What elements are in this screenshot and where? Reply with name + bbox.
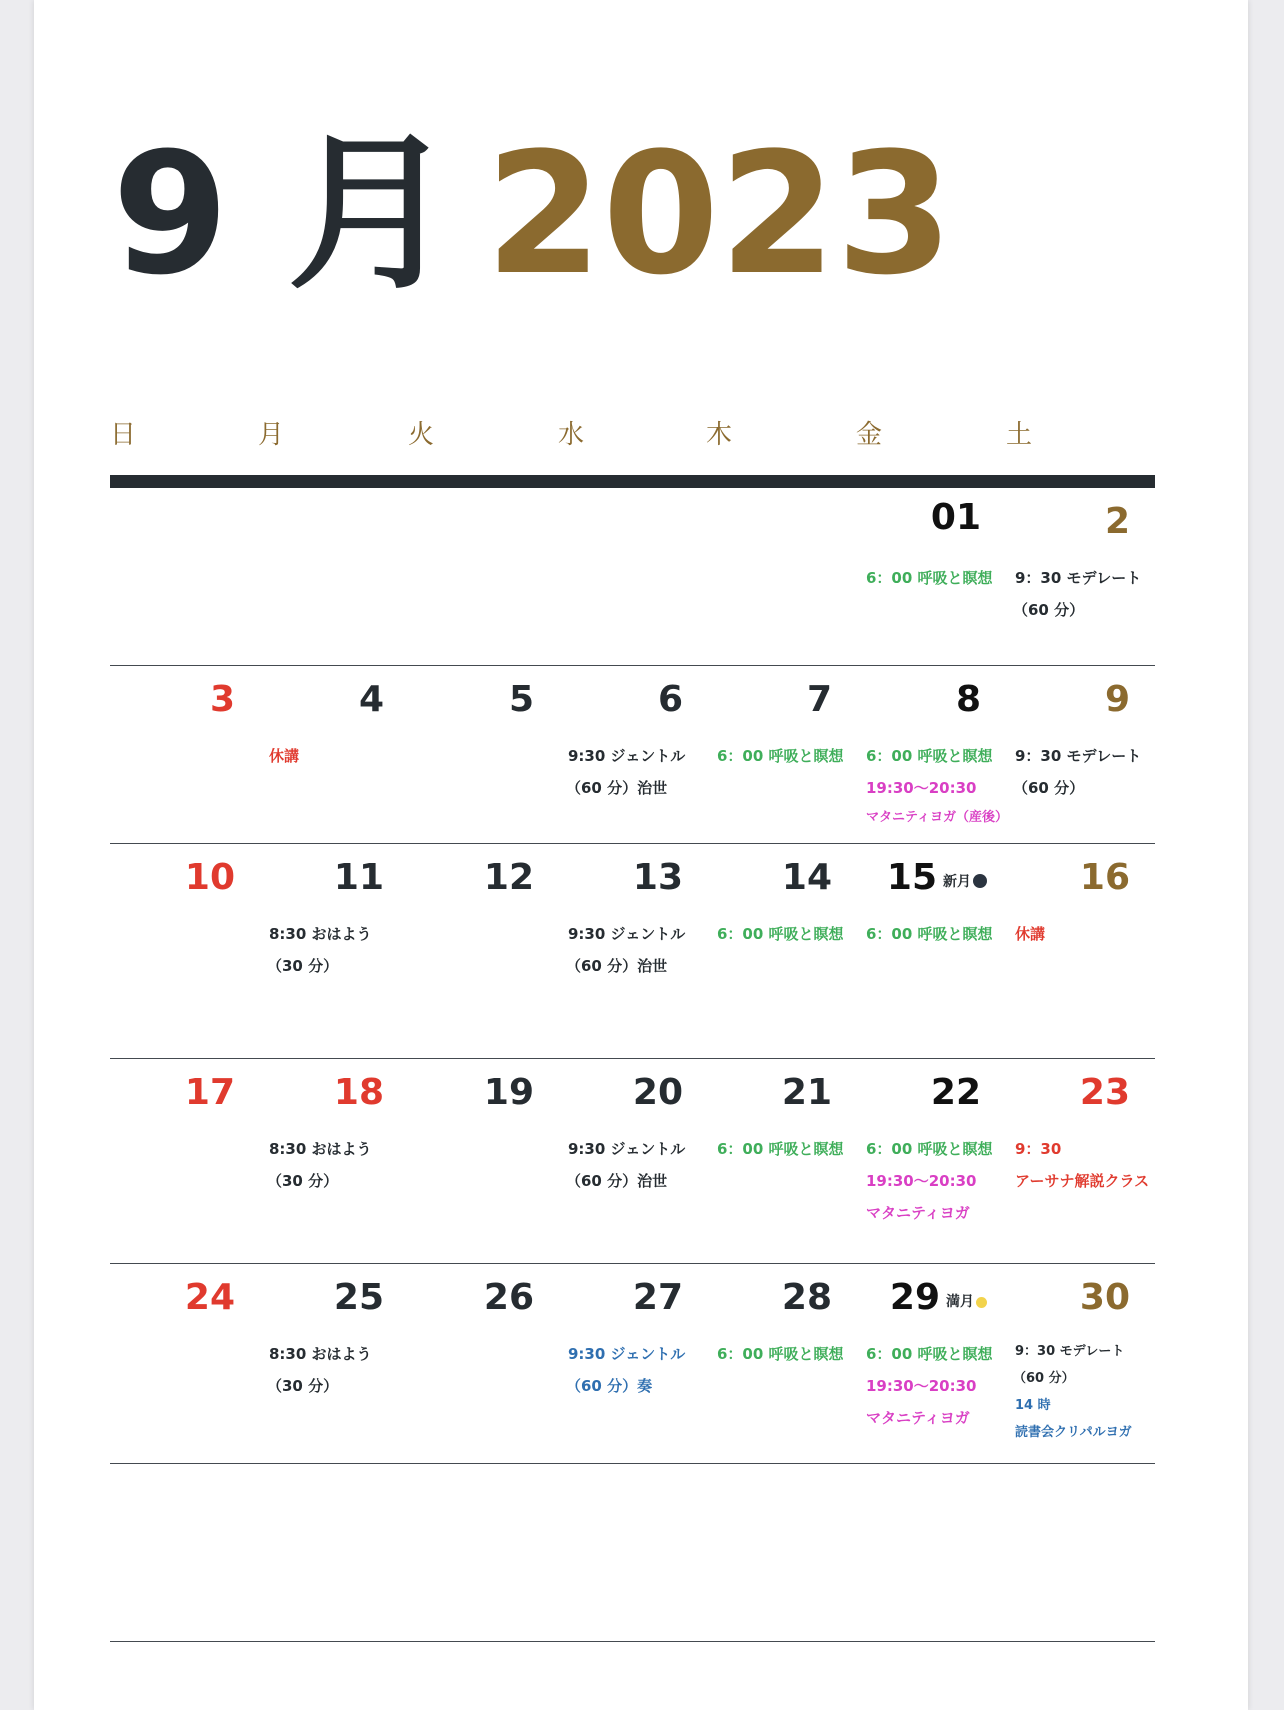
day-number-text: 14 xyxy=(781,857,832,898)
day-number xyxy=(781,1277,832,1318)
day-events xyxy=(568,1133,707,1197)
event-line[interactable]: 9：30 モデレート xyxy=(1015,1344,1125,1359)
week-row xyxy=(110,1264,1155,1464)
day-events xyxy=(269,918,408,982)
day-number-text: 29 xyxy=(889,1277,940,1318)
event-line[interactable]: 6：00 呼吸と瞑想 xyxy=(866,1345,993,1363)
day-cell[interactable] xyxy=(856,666,1008,843)
day-number xyxy=(483,857,534,898)
title-year: 2023 xyxy=(485,116,953,312)
day-cell[interactable] xyxy=(707,1264,856,1463)
week-row xyxy=(110,488,1155,666)
day-number xyxy=(632,1277,683,1318)
day-cell[interactable] xyxy=(707,666,856,843)
day-number-text: 25 xyxy=(333,1277,384,1318)
day-events xyxy=(1015,1133,1154,1197)
weekday-label: 木 xyxy=(706,420,733,450)
day-number-text: 7 xyxy=(806,679,832,720)
day-number-text: 26 xyxy=(483,1277,534,1318)
day-number xyxy=(886,857,987,898)
full-moon-icon xyxy=(976,1297,987,1308)
day-cell[interactable] xyxy=(259,1264,408,1463)
day-number-text: 20 xyxy=(632,1072,683,1113)
event-line[interactable]: （60 分）奏 xyxy=(566,1377,653,1395)
moon-phase-label: 新月 xyxy=(943,874,971,890)
day-events xyxy=(717,1338,856,1370)
day-cell[interactable] xyxy=(409,1059,558,1263)
event-line[interactable]: 6：00 呼吸と瞑想 xyxy=(866,925,993,943)
day-cell xyxy=(259,1464,408,1641)
day-number-text: 13 xyxy=(632,857,683,898)
day-number xyxy=(508,679,534,720)
event-line[interactable]: 9：30 モデレート xyxy=(1015,569,1142,587)
day-number-text: 27 xyxy=(632,1277,683,1318)
event-line[interactable]: 9：30 モデレート xyxy=(1015,747,1142,765)
event-line[interactable]: （30 分） xyxy=(267,1377,339,1395)
event-line[interactable]: （60 分） xyxy=(1013,779,1085,797)
event-line[interactable]: 14 時 xyxy=(1015,1398,1051,1413)
day-number-text: 19 xyxy=(483,1072,534,1113)
day-number-text: 21 xyxy=(781,1072,832,1113)
day-events xyxy=(1015,918,1154,950)
day-number xyxy=(806,679,832,720)
day-cell[interactable] xyxy=(856,844,1005,1058)
day-cell[interactable] xyxy=(259,1059,408,1263)
event-line[interactable]: マタニティヨガ xyxy=(866,1204,970,1222)
day-number xyxy=(184,1072,235,1113)
day-number-text: 12 xyxy=(483,857,534,898)
day-cell xyxy=(409,1464,558,1641)
day-cell xyxy=(1005,1464,1154,1641)
day-events xyxy=(717,1133,856,1165)
weekday-label: 金 xyxy=(856,420,883,450)
day-number xyxy=(889,1277,987,1318)
event-line[interactable]: 9:30 ジェントル xyxy=(568,925,686,943)
day-number-text: 3 xyxy=(209,679,235,720)
day-number-text: 01 xyxy=(930,497,981,538)
day-number xyxy=(930,497,981,538)
day-events xyxy=(717,918,856,950)
day-number xyxy=(781,857,832,898)
event-line[interactable]: （30 分） xyxy=(267,1172,339,1190)
day-cell[interactable] xyxy=(558,1264,707,1463)
day-cell[interactable] xyxy=(558,666,707,843)
day-number xyxy=(333,1277,384,1318)
day-number xyxy=(632,1072,683,1113)
day-cell[interactable] xyxy=(707,1059,856,1263)
event-line[interactable]: 9:30 ジェントル xyxy=(568,1345,686,1363)
event-line[interactable]: 6：00 呼吸と瞑想 xyxy=(717,1345,844,1363)
day-events xyxy=(866,740,1008,831)
event-line[interactable]: 読書会クリパルヨガ xyxy=(1015,1425,1132,1440)
day-number xyxy=(184,857,235,898)
day-cell[interactable] xyxy=(110,666,259,843)
new-moon-icon xyxy=(973,874,987,888)
day-cell[interactable] xyxy=(259,666,408,843)
day-number xyxy=(209,679,235,720)
day-events xyxy=(1015,562,1154,626)
day-events xyxy=(1015,740,1154,804)
event-line[interactable]: 休講 xyxy=(269,747,300,765)
day-number xyxy=(358,679,384,720)
event-line[interactable]: （60 分）治世 xyxy=(566,779,668,797)
day-events xyxy=(866,1133,1005,1229)
week-row xyxy=(110,844,1155,1059)
day-number-text: 17 xyxy=(184,1072,235,1113)
weekday-label: 水 xyxy=(558,420,585,450)
title-month: 9 月 xyxy=(112,116,456,312)
event-line[interactable]: アーサナ解説クラス xyxy=(1015,1172,1150,1190)
day-number xyxy=(184,1277,235,1318)
weekday-label: 月 xyxy=(258,420,285,450)
event-line[interactable]: 6：00 呼吸と瞑想 xyxy=(717,925,844,943)
event-line[interactable]: （60 分）治世 xyxy=(566,957,668,975)
event-line[interactable]: （30 分） xyxy=(267,957,339,975)
day-cell xyxy=(707,1464,856,1641)
week-row xyxy=(110,1464,1155,1642)
day-cell[interactable] xyxy=(558,1059,707,1263)
day-number-text: 2 xyxy=(1104,501,1130,542)
event-line[interactable]: 6：00 呼吸と瞑想 xyxy=(866,747,993,765)
day-number xyxy=(632,857,683,898)
week-row xyxy=(110,666,1155,844)
day-events xyxy=(1015,1338,1154,1446)
event-line[interactable]: 8:30 おはよう xyxy=(269,925,372,943)
day-number-text: 23 xyxy=(1079,1072,1130,1113)
day-number-text: 16 xyxy=(1079,857,1130,898)
day-events xyxy=(717,740,856,772)
day-cell[interactable] xyxy=(110,1059,259,1263)
event-line[interactable]: （60 分）治世 xyxy=(566,1172,668,1190)
day-cell xyxy=(558,1464,707,1641)
day-number-text: 30 xyxy=(1079,1277,1130,1318)
day-cell[interactable] xyxy=(856,1059,1005,1263)
event-line[interactable]: 6：00 呼吸と瞑想 xyxy=(866,1140,993,1158)
day-cell[interactable] xyxy=(110,1264,259,1463)
day-events xyxy=(866,918,1005,950)
event-line[interactable]: 休講 xyxy=(1015,925,1046,943)
calendar-grid xyxy=(110,488,1155,1642)
weekday-header xyxy=(110,414,1155,454)
event-line[interactable]: 6：00 呼吸と瞑想 xyxy=(717,747,844,765)
day-number-text: 28 xyxy=(781,1277,832,1318)
day-cell[interactable] xyxy=(409,844,558,1058)
day-number xyxy=(955,679,981,720)
day-number xyxy=(930,1072,981,1113)
day-number xyxy=(657,679,683,720)
day-cell xyxy=(707,488,856,665)
event-line[interactable]: （60 分） xyxy=(1013,601,1085,619)
day-number-text: 22 xyxy=(930,1072,981,1113)
day-cell[interactable] xyxy=(1005,1059,1154,1263)
day-number xyxy=(483,1277,534,1318)
day-events xyxy=(269,740,408,772)
event-line[interactable]: 6：00 呼吸と瞑想 xyxy=(717,1140,844,1158)
day-cell[interactable] xyxy=(1005,844,1154,1058)
day-number xyxy=(1104,679,1130,720)
day-cell xyxy=(259,488,408,665)
day-number xyxy=(483,1072,534,1113)
day-events xyxy=(568,740,707,804)
day-number xyxy=(1079,857,1130,898)
day-number-text: 4 xyxy=(358,679,384,720)
day-number xyxy=(1079,1072,1130,1113)
day-cell[interactable] xyxy=(558,844,707,1058)
day-cell xyxy=(110,488,259,665)
weekday-label: 火 xyxy=(408,420,435,450)
day-events xyxy=(866,562,1005,594)
day-number xyxy=(1104,501,1130,542)
day-cell xyxy=(558,488,707,665)
day-events xyxy=(269,1133,408,1197)
day-cell[interactable] xyxy=(110,844,259,1058)
event-line[interactable]: 9：30 xyxy=(1015,1140,1062,1158)
moon-phase-label: 満月 xyxy=(946,1294,974,1310)
day-cell xyxy=(409,488,558,665)
day-cell xyxy=(110,1464,259,1641)
day-number-text: 10 xyxy=(184,857,235,898)
event-line[interactable]: （60 分） xyxy=(1013,1371,1075,1386)
day-number-text: 8 xyxy=(955,679,981,720)
event-line[interactable]: マタニティヨガ（産後） xyxy=(866,810,1008,825)
day-number xyxy=(333,1072,384,1113)
page-title xyxy=(112,116,953,312)
day-cell[interactable] xyxy=(1005,1264,1154,1463)
day-number xyxy=(333,857,384,898)
day-number-text: 5 xyxy=(508,679,534,720)
calendar-page xyxy=(34,0,1248,1710)
day-events xyxy=(866,1338,1005,1434)
event-line[interactable]: 8:30 おはよう xyxy=(269,1140,372,1158)
day-number xyxy=(781,1072,832,1113)
day-cell[interactable] xyxy=(259,844,408,1058)
event-line[interactable]: 9:30 ジェントル xyxy=(568,1140,686,1158)
day-cell[interactable] xyxy=(856,488,1005,665)
day-number-text: 9 xyxy=(1104,679,1130,720)
event-line[interactable]: 9:30 ジェントル xyxy=(568,747,686,765)
week-row xyxy=(110,1059,1155,1264)
day-number-text: 24 xyxy=(184,1277,235,1318)
day-cell[interactable] xyxy=(409,666,558,843)
event-line[interactable]: 8:30 おはよう xyxy=(269,1345,372,1363)
event-line[interactable]: マタニティヨガ xyxy=(866,1409,970,1427)
event-line[interactable]: 19:30～20:30 xyxy=(866,779,977,797)
day-events xyxy=(269,1338,408,1402)
day-number-text: 15 xyxy=(886,857,937,898)
day-number xyxy=(1079,1277,1130,1318)
header-divider xyxy=(110,475,1155,488)
day-cell xyxy=(856,1464,1005,1641)
day-cell[interactable] xyxy=(1005,488,1154,665)
day-cell[interactable] xyxy=(707,844,856,1058)
day-number-text: 18 xyxy=(333,1072,384,1113)
day-number-text: 11 xyxy=(333,857,384,898)
day-events xyxy=(568,918,707,982)
weekday-label: 土 xyxy=(1006,420,1033,450)
weekday-label: 日 xyxy=(110,420,137,450)
day-cell[interactable] xyxy=(1005,666,1154,843)
day-cell[interactable] xyxy=(409,1264,558,1463)
event-line[interactable]: 6：00 呼吸と瞑想 xyxy=(866,569,993,587)
event-line[interactable]: 19:30～20:30 xyxy=(866,1172,977,1190)
event-line[interactable]: 19:30～20:30 xyxy=(866,1377,977,1395)
day-cell[interactable] xyxy=(856,1264,1005,1463)
day-number-text: 6 xyxy=(657,679,683,720)
day-events xyxy=(568,1338,707,1402)
